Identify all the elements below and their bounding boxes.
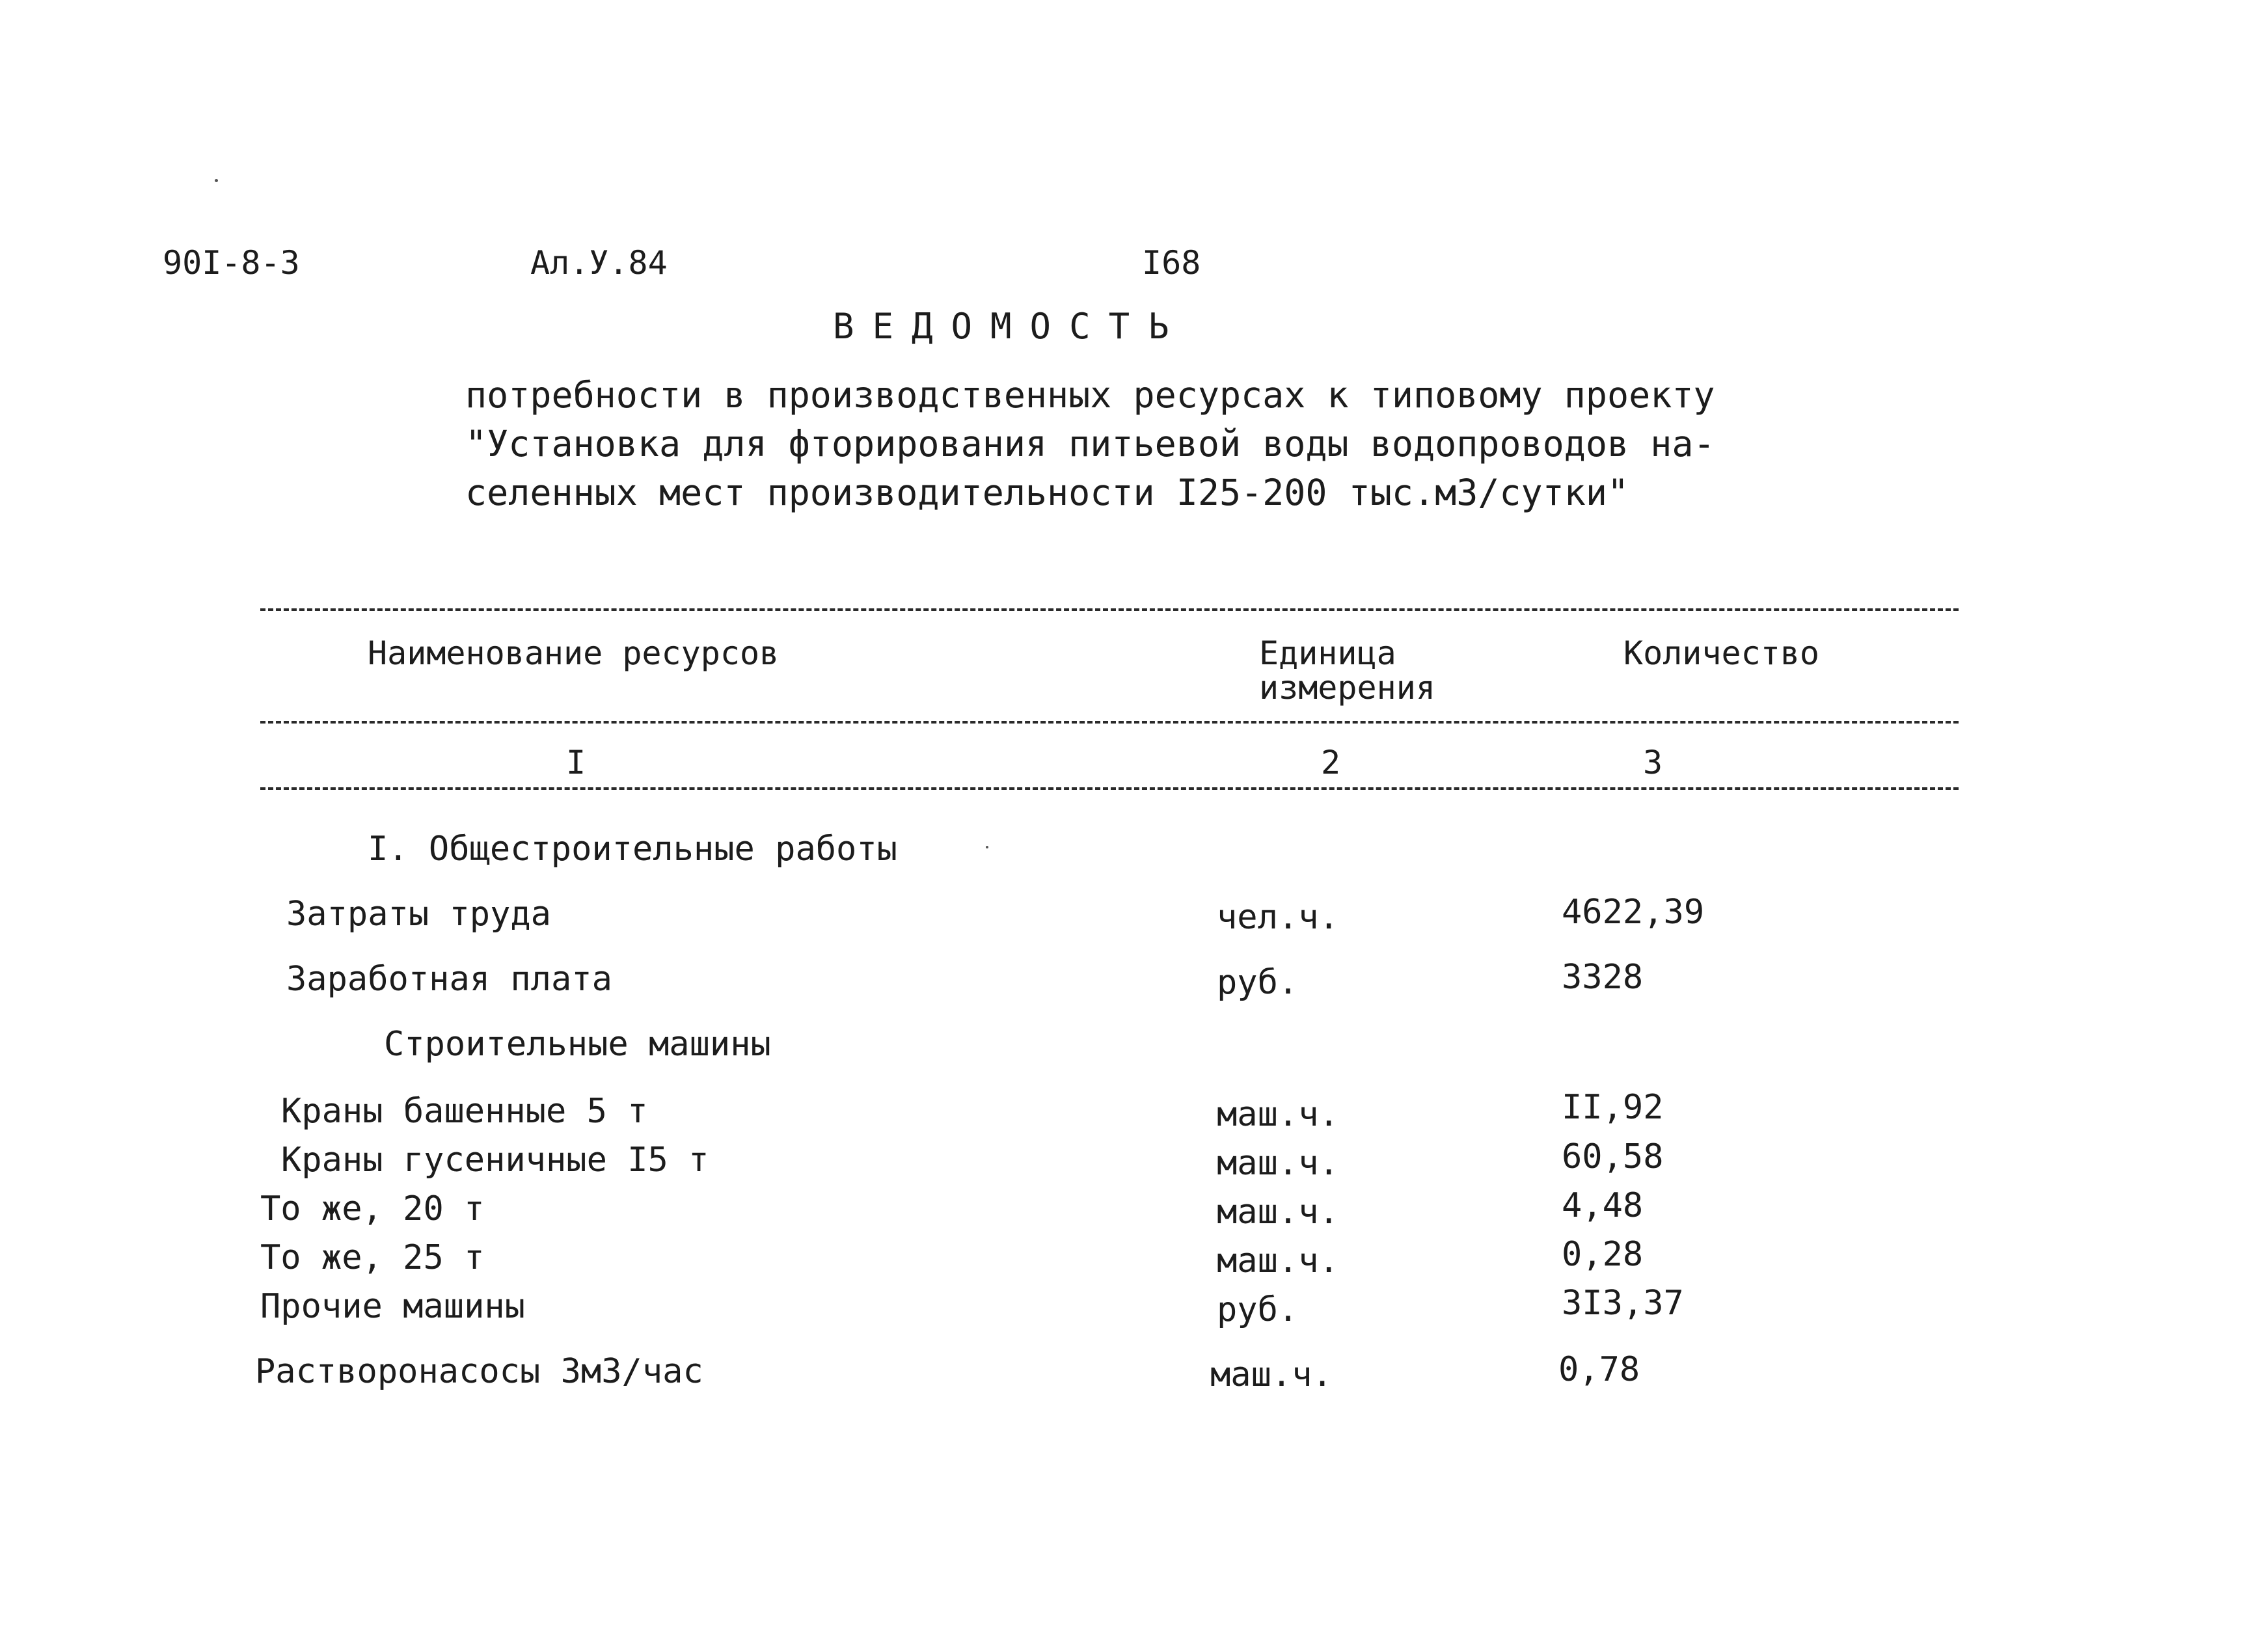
row-name: То же, 20 т bbox=[260, 1189, 485, 1228]
album-number: Ал.У.84 bbox=[530, 244, 668, 282]
subtitle-line-1: потребности в производственных ресурсах к типовому проекту bbox=[465, 374, 1715, 416]
column-header-name: Наименование ресурсов bbox=[368, 634, 780, 672]
row-unit: маш.ч. bbox=[1217, 1144, 1339, 1183]
row-name: Краны башенные 5 т bbox=[281, 1092, 648, 1131]
row-quantity: 0,78 bbox=[1558, 1350, 1640, 1389]
table-rule-numbers-bottom bbox=[260, 787, 1959, 790]
column-number-1: I bbox=[566, 744, 586, 781]
row-unit: чел.ч. bbox=[1217, 898, 1339, 937]
column-number-3: 3 bbox=[1643, 744, 1663, 781]
document-title: ВЕДОМОСТЬ bbox=[833, 306, 1188, 347]
page-number: I68 bbox=[1142, 244, 1201, 282]
row-name: Затраты труда bbox=[286, 895, 551, 934]
subsection-title: Строительные машины bbox=[384, 1025, 771, 1064]
row-name: Заработная плата bbox=[286, 960, 612, 999]
row-quantity: 60,58 bbox=[1562, 1137, 1664, 1176]
row-quantity: 4622,39 bbox=[1562, 893, 1705, 932]
document-code: 90I-8-3 bbox=[163, 244, 300, 282]
section-title: I. Общестроительные работы bbox=[368, 830, 897, 869]
row-name: То же, 25 т bbox=[260, 1238, 485, 1277]
table-rule-header-bottom bbox=[260, 721, 1959, 724]
row-quantity: II,92 bbox=[1562, 1088, 1664, 1127]
row-name: Прочие машины bbox=[260, 1287, 525, 1326]
row-unit: маш.ч. bbox=[1217, 1241, 1339, 1280]
scan-mark bbox=[986, 846, 988, 848]
subtitle-line-2: "Установка для фторирования питьевой воды водопроводов на- bbox=[465, 423, 1715, 465]
row-quantity: 0,28 bbox=[1562, 1235, 1644, 1274]
row-name: Растворонасосы 3м3/час bbox=[255, 1352, 703, 1391]
row-unit: руб. bbox=[1217, 1290, 1299, 1329]
column-number-2: 2 bbox=[1321, 744, 1341, 781]
subtitle-line-3: селенных мест производительности I25-200 тыс.м3/сутки" bbox=[465, 472, 1629, 513]
row-unit: руб. bbox=[1217, 963, 1299, 1002]
row-quantity: 3328 bbox=[1562, 958, 1644, 997]
row-unit: маш.ч. bbox=[1217, 1193, 1339, 1232]
column-header-quantity: Количество bbox=[1623, 634, 1820, 672]
column-header-unit-line2: измерения bbox=[1259, 669, 1435, 707]
table-rule-top bbox=[260, 608, 1959, 611]
row-name: Краны гусеничные I5 т bbox=[281, 1141, 709, 1180]
scan-mark bbox=[215, 179, 218, 182]
column-header-unit-line1: Единица bbox=[1259, 634, 1396, 672]
row-unit: маш.ч. bbox=[1217, 1095, 1339, 1134]
row-quantity: 4,48 bbox=[1562, 1186, 1644, 1225]
row-unit: маш.ч. bbox=[1210, 1355, 1333, 1394]
row-quantity: 3I3,37 bbox=[1562, 1284, 1684, 1323]
